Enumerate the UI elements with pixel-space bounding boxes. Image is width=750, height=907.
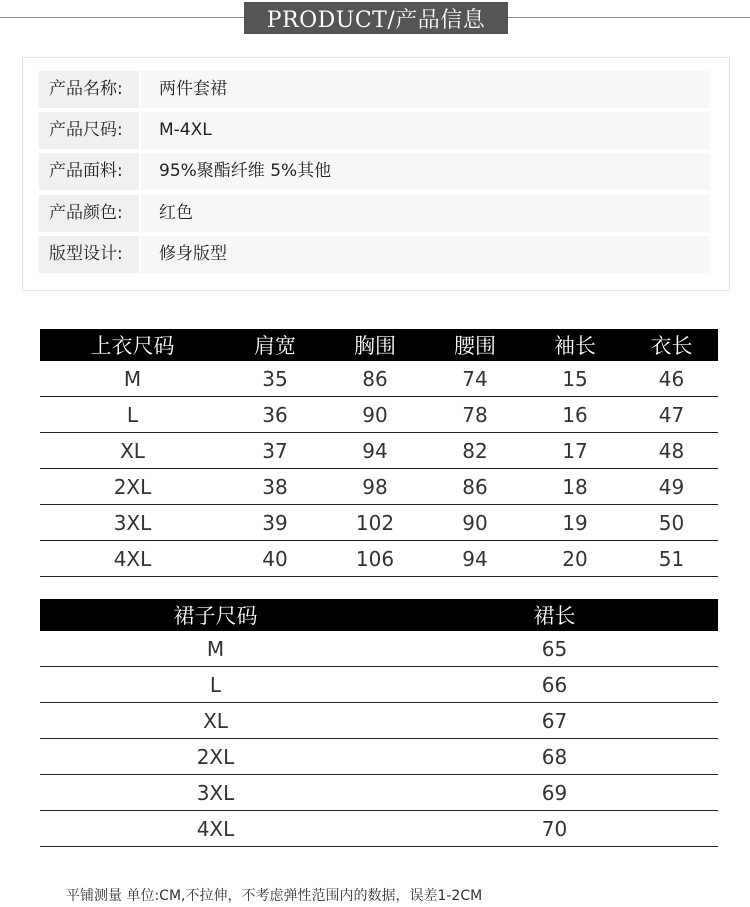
- info-value: M-4XL: [141, 112, 710, 149]
- info-row-fit: [39, 236, 710, 273]
- top-size-table: [40, 329, 718, 577]
- info-label: 版型设计:: [39, 236, 139, 273]
- table-cell: 19: [525, 505, 625, 541]
- column-header: 肩宽: [225, 329, 325, 361]
- column-header: 胸围: [325, 329, 425, 361]
- column-header: 衣长: [625, 329, 718, 361]
- table-cell: 15: [525, 361, 625, 397]
- table-cell: 18: [525, 469, 625, 505]
- table-cell: M: [40, 361, 225, 397]
- table-cell: 66: [391, 667, 718, 703]
- table-row: [40, 397, 718, 433]
- table-cell: 98: [325, 469, 425, 505]
- table-cell: 86: [325, 361, 425, 397]
- table-cell: 74: [425, 361, 525, 397]
- table-cell: XL: [40, 703, 391, 739]
- table-cell: 90: [325, 397, 425, 433]
- table-cell: L: [40, 397, 225, 433]
- table-cell: 94: [425, 541, 525, 577]
- table-cell: M: [40, 631, 391, 667]
- table-cell: 49: [625, 469, 718, 505]
- info-row-name: [39, 71, 710, 108]
- column-header: 裙长: [391, 599, 718, 631]
- table-cell: 67: [391, 703, 718, 739]
- table-row: [40, 739, 718, 775]
- table-row: [40, 433, 718, 469]
- table-cell: 70: [391, 811, 718, 847]
- table-cell: 17: [525, 433, 625, 469]
- info-label: 产品名称:: [39, 71, 139, 108]
- table-cell: 94: [325, 433, 425, 469]
- measurement-note: 平铺测量 单位:CM,不拉伸，不考虑弹性范围内的数据，误差1-2CM: [66, 888, 483, 904]
- table-cell: 106: [325, 541, 425, 577]
- column-header: 腰围: [425, 329, 525, 361]
- table-cell: L: [40, 667, 391, 703]
- table-cell: 36: [225, 397, 325, 433]
- table-cell: 78: [425, 397, 525, 433]
- info-label: 产品尺码:: [39, 112, 139, 149]
- table-cell: 69: [391, 775, 718, 811]
- table-cell: 51: [625, 541, 718, 577]
- skirt-size-table: [40, 599, 718, 847]
- table-row: [40, 631, 718, 667]
- header-divider-left: [0, 17, 244, 18]
- table-cell: 65: [391, 631, 718, 667]
- column-header: 袖长: [525, 329, 625, 361]
- table-cell: 37: [225, 433, 325, 469]
- info-value: 两件套裙: [141, 71, 710, 108]
- table-cell: 90: [425, 505, 525, 541]
- table-row: [40, 361, 718, 397]
- info-row-color: [39, 195, 710, 232]
- table-cell: 3XL: [40, 505, 225, 541]
- table-row: [40, 667, 718, 703]
- table-cell: 46: [625, 361, 718, 397]
- table-cell: 47: [625, 397, 718, 433]
- info-value: 红色: [141, 195, 710, 232]
- info-value: 95%聚酯纤维 5%其他: [141, 153, 710, 190]
- table-cell: 2XL: [40, 469, 225, 505]
- table-cell: 3XL: [40, 775, 391, 811]
- table-cell: 4XL: [40, 811, 391, 847]
- table-cell: XL: [40, 433, 225, 469]
- table-cell: 86: [425, 469, 525, 505]
- table-row: [40, 505, 718, 541]
- table-cell: 38: [225, 469, 325, 505]
- table-cell: 82: [425, 433, 525, 469]
- section-title: PRODUCT/产品信息: [244, 2, 508, 34]
- table-row: [40, 703, 718, 739]
- table-row: [40, 469, 718, 505]
- info-row-size: [39, 112, 710, 149]
- column-header: 裙子尺码: [40, 599, 391, 631]
- table-cell: 68: [391, 739, 718, 775]
- table-header-row: [40, 329, 718, 361]
- info-label: 产品颜色:: [39, 195, 139, 232]
- table-header-row: [40, 599, 718, 631]
- info-row-fabric: [39, 153, 710, 190]
- table-row: [40, 775, 718, 811]
- table-row: [40, 811, 718, 847]
- column-header: 上衣尺码: [40, 329, 225, 361]
- table-cell: 50: [625, 505, 718, 541]
- table-cell: 4XL: [40, 541, 225, 577]
- table-cell: 48: [625, 433, 718, 469]
- table-cell: 102: [325, 505, 425, 541]
- table-cell: 35: [225, 361, 325, 397]
- table-cell: 16: [525, 397, 625, 433]
- info-value: 修身版型: [141, 236, 710, 273]
- table-cell: 39: [225, 505, 325, 541]
- info-label: 产品面料:: [39, 153, 139, 190]
- table-cell: 20: [525, 541, 625, 577]
- table-cell: 40: [225, 541, 325, 577]
- table-row: [40, 541, 718, 577]
- table-cell: 2XL: [40, 739, 391, 775]
- product-info-card: [22, 57, 730, 291]
- header-divider-right: [508, 17, 750, 18]
